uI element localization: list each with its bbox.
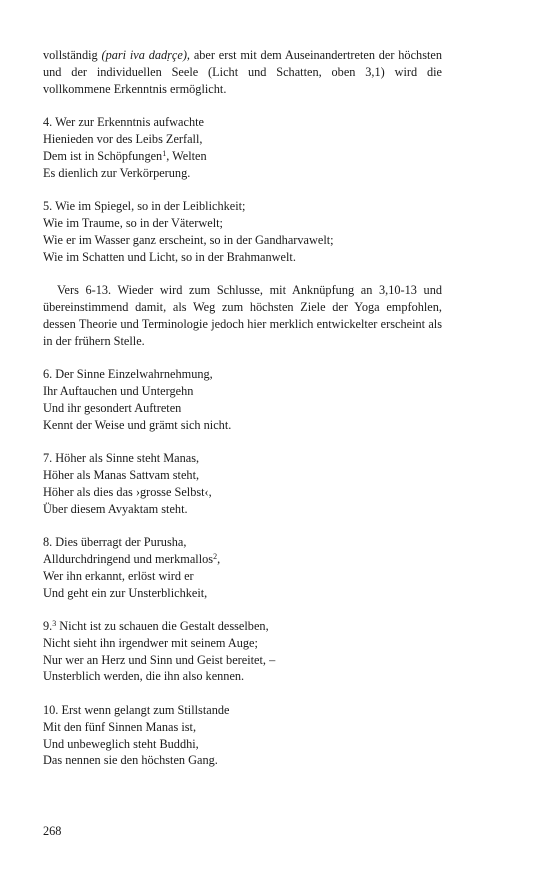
- verse-5: [43, 198, 442, 265]
- spacer: [43, 517, 442, 534]
- verse-line: Kennt der Weise und grämt sich nicht.: [43, 417, 232, 432]
- verse-line-text: Dem ist in Schöpfungen: [43, 148, 163, 163]
- intro-text-start: vollständig: [43, 48, 102, 62]
- footnote-marker[interactable]: 3: [52, 619, 57, 629]
- commentary-paragraph: [43, 282, 442, 349]
- verse-line: Nicht sieht ihn irgendwer mit seinem Auge;: [43, 635, 258, 650]
- spacer: [43, 685, 442, 702]
- verse-line: Höher als Manas Sattvam steht,: [43, 467, 200, 482]
- verse-line: Es dienlich zur Verkörperung.: [43, 165, 191, 180]
- spacer: [43, 97, 442, 114]
- verse-line: Wie im Schatten und Licht, so in der Brahmanwelt.: [43, 249, 296, 264]
- verse-line: Unsterblich werden, die ihn also kennen.: [43, 669, 245, 684]
- spacer: [43, 181, 442, 198]
- verse-number: 9.: [43, 619, 53, 634]
- verse-line: Über diesem Avyaktam steht.: [43, 501, 188, 516]
- verse-line: Hienieden vor des Leibs Zerfall,: [43, 131, 203, 146]
- verse-line: 6. Der Sinne Einzelwahrnehmung,: [43, 367, 213, 382]
- footnote-marker[interactable]: 2: [213, 551, 218, 561]
- verse-line: Wie er im Wasser ganz erscheint, so in der Gandharvawelt;: [43, 232, 334, 247]
- verse-line: 10. Erst wenn gelangt zum Stillstande: [43, 703, 230, 718]
- verse-line: 4. Wer zur Erkenntnis aufwachte: [43, 115, 204, 130]
- verse-line: Wer ihn erkannt, erlöst wird er: [43, 568, 194, 583]
- intro-text-end: aber erst mit dem Auseinandertreten der höchsten und der individuellen Seele (Licht und Schatten, oben 3,1) wird die vollkommene Erkenntnis ermöglicht.: [43, 48, 442, 96]
- commentary-text: Vers 6-13. Wieder wird zum Schlusse, mit Anknüpfung an 3,10-13 und übereinstimmend damit, als Weg zum höchsten Ziele der Yoga empfohlen, dessen Theorie und Terminologie jedoch hier merklich entwickelter erscheint als in der frühern Stelle.: [43, 283, 442, 348]
- verse-line: Nur wer an Herz und Sinn und Geist bereitet, –: [43, 652, 276, 667]
- verse-7: [43, 450, 442, 517]
- verse-line-text: , Welten: [166, 148, 207, 163]
- footnote-marker[interactable]: 1: [162, 148, 167, 158]
- verse-line: Mit den fünf Sinnen Manas ist,: [43, 719, 197, 734]
- verse-line: Wie im Traume, so in der Väterwelt;: [43, 215, 223, 230]
- intro-paragraph: [43, 47, 442, 97]
- verse-line: Ihr Auftauchen und Untergehn: [43, 383, 194, 398]
- verse-line-text: Alldurchdringend und merkmallos: [43, 551, 214, 566]
- spacer: [43, 601, 442, 618]
- verse-line: [43, 551, 442, 568]
- verse-line: [43, 148, 442, 165]
- verse-line: 5. Wie im Spiegel, so in der Leiblichkeit;: [43, 199, 246, 214]
- verse-10: [43, 702, 442, 769]
- verse-line: Und ihr gesondert Auftreten: [43, 400, 182, 415]
- spacer: [43, 265, 442, 282]
- verse-line: Das nennen sie den höchsten Gang.: [43, 753, 218, 768]
- sanskrit-quote: (pari iva dadṛçe),: [101, 48, 191, 62]
- verse-line: Und geht ein zur Unsterblichkeit,: [43, 585, 208, 600]
- verse-line: Höher als dies das ›grosse Selbst‹,: [43, 484, 212, 499]
- verse-line-text: ,: [217, 551, 221, 566]
- page-body: [43, 47, 442, 769]
- verse-4: [43, 114, 442, 181]
- page-number: 268: [43, 824, 62, 838]
- verse-6: [43, 366, 442, 433]
- spacer: [43, 433, 442, 450]
- verse-8: [43, 534, 442, 601]
- verse-line: [43, 618, 442, 635]
- verse-line-text: Nicht ist zu schauen die Gestalt desselben,: [56, 619, 269, 634]
- spacer: [43, 349, 442, 366]
- verse-9: [43, 618, 442, 685]
- verse-line: 7. Höher als Sinne steht Manas,: [43, 451, 200, 466]
- verse-line: 8. Dies überragt der Purusha,: [43, 535, 187, 550]
- verse-line: Und unbeweglich steht Buddhi,: [43, 736, 199, 751]
